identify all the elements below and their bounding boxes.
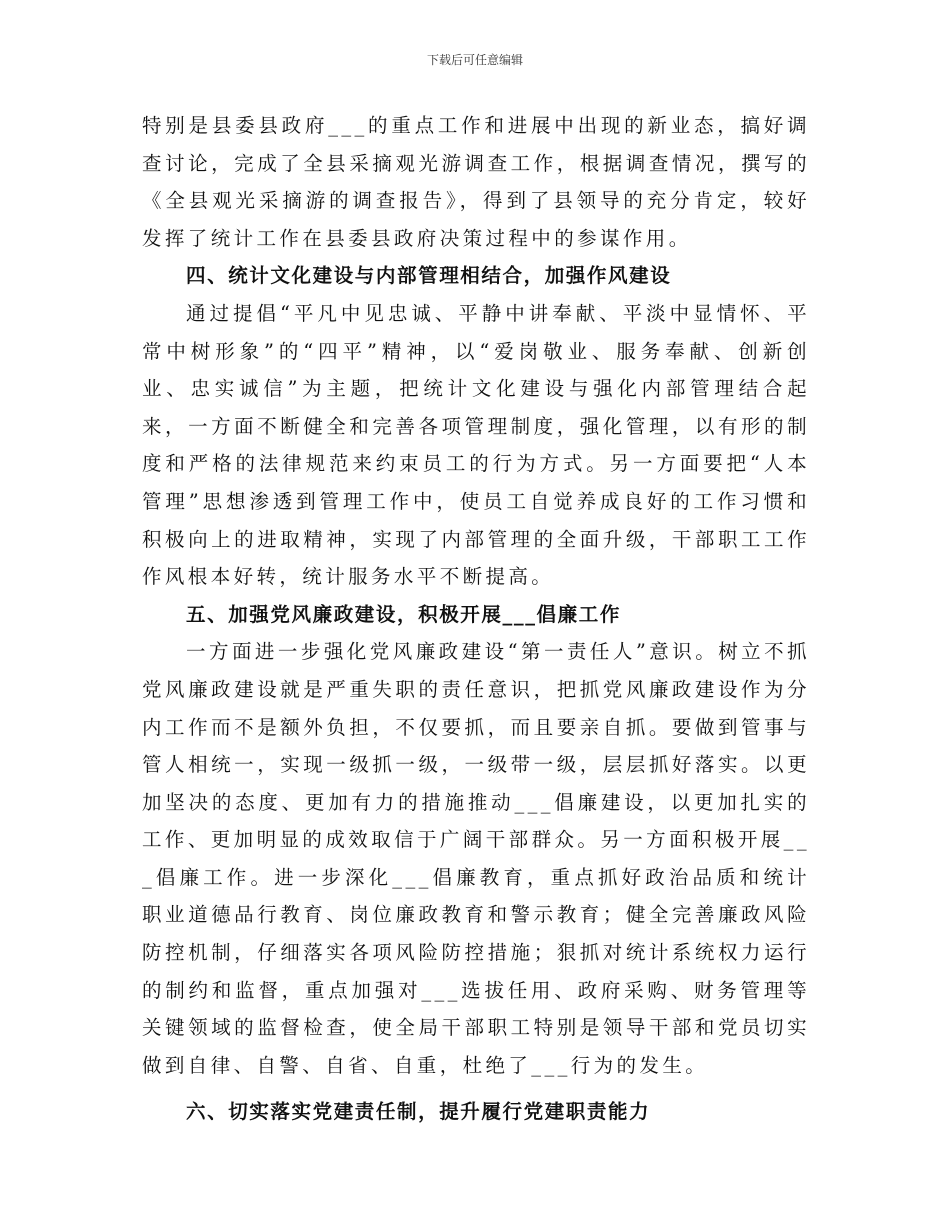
section-heading-5: 五、加强党风廉政建设，积极开展___倡廉工作 <box>186 602 621 626</box>
paragraph-integrity: 一方面进一步强化党风廉政建设“第一责任人”意识。树立不抓党风廉政建设就是严重失职的责任意识，把抓党风廉政建设作为分内工作而不是额外负担，不仅要抓，而且要亲自抓。要做到管事与管人相统一，实现一级抓一级，一级带一级，层层抓好落实。以更加坚决的态度、更加有力的措施推动___倡廉建设，以更加扎实的工作、更加明显的成效取信于广阔干部群众。另一方面积极开展___倡廉工作。进一步深化___倡廉教育，重点抓好政治品质和统计职业道德品行教育、岗位廉政教育和警示教育；健全完善廉政风险防控机制，仔细落实各项风险防控措施；狠抓对统计系统权力运行的制约和监督，重点加强对___选拔任用、政府采购、财务管理等关键领域的监督检查，使全局干部职工特别是领导干部和党员切实做到自律、自警、自省、自重，杜绝了___行为的发生。 <box>142 640 810 1077</box>
section-heading-4: 四、统计文化建设与内部管理相结合，加强作风建设 <box>186 264 672 288</box>
section-heading-6: 六、切实落实党建责任制，提升履行党建职责能力 <box>186 1100 651 1124</box>
document-body <box>142 107 810 1131</box>
page-header: 下载后可任意编辑 <box>426 53 523 67</box>
paragraph-style-building: 通过提倡“平凡中见忠诚、平静中讲奉献、平淡中显情怀、平常中树形象”的“四平”精神，以“爱岗敬业、服务奉献、创新创业、忠实诚信”为主题，把统计文化建设与强化内部管理结合起来，一方面不断健全和完善各项管理制度，强化管理，以有形的制度和严格的法律规范来约束员工的行为方式。另一方面要把“人本管理”思想渗透到管理工作中，使员工自觉养成良好的工作习惯和积极向上的进取精神，实现了内部管理的全面升级，干部职工工作作风根本好转，统计服务水平不断提高。 <box>142 301 810 589</box>
paragraph-continuation: 特别是县委县政府___的重点工作和进展中出现的新业态，搞好调查讨论，完成了全县采摘观光游调查工作，根据调查情况，撰写的《全县观光采摘游的调查报告》，得到了县领导的充分肯定，较好发挥了统计工作在县委县政府决策过程中的参谋作用。 <box>142 114 810 250</box>
